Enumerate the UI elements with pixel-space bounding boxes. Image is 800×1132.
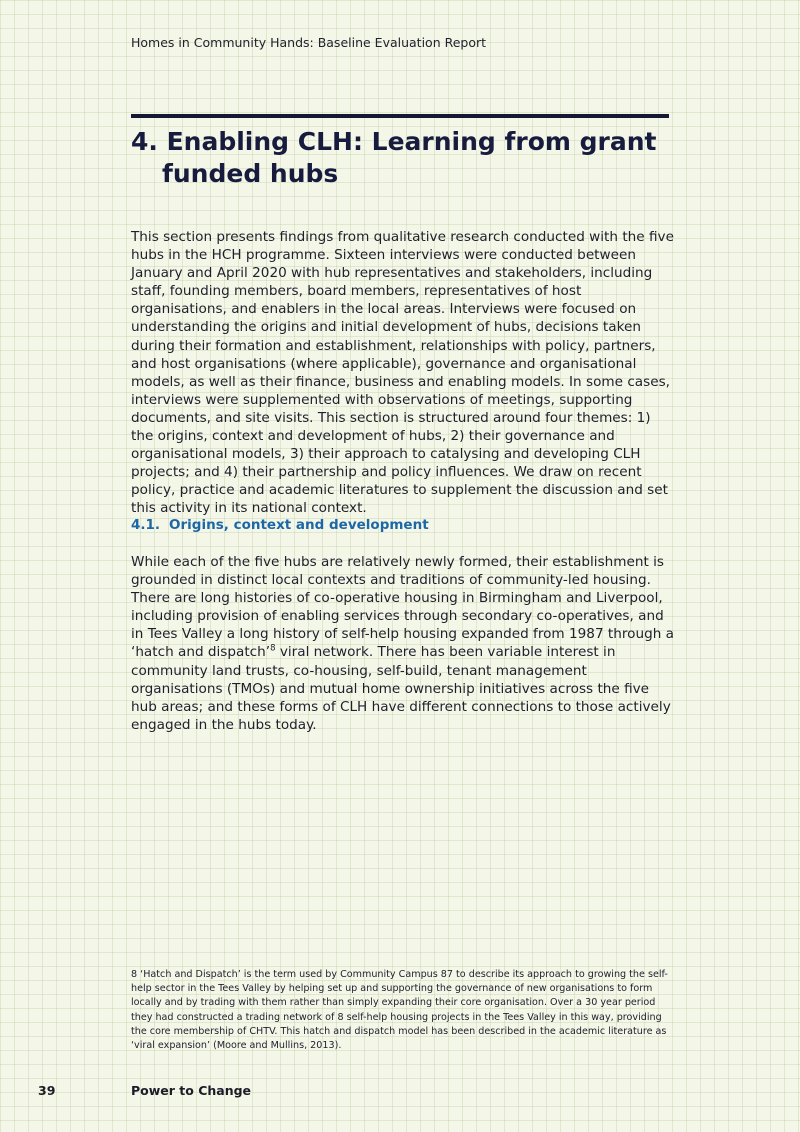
subsection-number: 4.1. bbox=[131, 517, 161, 533]
publisher-name: Power to Change bbox=[131, 1083, 252, 1098]
page-number: 39 bbox=[38, 1083, 56, 1098]
title-rule bbox=[131, 114, 669, 118]
intro-paragraph: This section presents findings from qualitative research conducted with the five hubs in the HCH programme. Sixteen interviews were conducted between January and April 2020 with hub representatives and stakeholders, including staff, founding members, board members, representatives of host organisations, and enablers in the local areas. Interviews were focused on understanding the origins and initial development of hubs, decisions taken during their formation and establishment, relationships with policy, partners, and host organisations (where applicable), governance and organisational models, as well as their finance, business and enabling models. In some cases, interviews were supplemented with observations of meetings, supporting documents, and site visits. This section is structured around four themes: 1) the origins, context and development of hubs, 2) their governance and organisational models, 3) their approach to catalysing and developing CLH projects; and 4) their partnership and policy influences. We draw on recent policy, practice and academic literatures to supplement the discussion and set this activity in its national context. bbox=[131, 229, 674, 517]
running-header: Homes in Community Hands: Baseline Evaluation Report bbox=[131, 35, 487, 50]
origins-text-part2: viral network. There has been variable interest in community land trusts, co-housing, self-build, tenant management organisations (TMOs) and mutual home ownership initiatives across the five hub areas; and these forms of CLH have different connections to those actively engaged in the hubs today. bbox=[131, 644, 671, 733]
footnote-reference[interactable]: 8 bbox=[270, 643, 276, 654]
origins-paragraph bbox=[131, 553, 676, 734]
footnote-8: 8 ‘Hatch and Dispatch’ is the term used by Community Campus 87 to describe its approach to growing the self-help sector in the Tees Valley by helping set up and supporting the governance of new organisations to form locally and by trading with them rather than simply expanding their core organisation. Over a 30 year period they had constructed a trading network of 8 self-help housing projects in the Tees Valley in this way, providing the core membership of CHTV. This hatch and dispatch model has been described in the academic literature as ‘viral expansion’ (Moore and Mullins, 2013). bbox=[131, 969, 668, 1052]
subsection-heading bbox=[131, 517, 429, 533]
section-title: 4. Enabling CLH: Learning from grant funded hubs bbox=[131, 127, 657, 188]
subsection-title: Origins, context and development bbox=[169, 517, 429, 533]
origins-text-part1: While each of the five hubs are relatively newly formed, their establishment is grounded in distinct local contexts and traditions of community-led housing. There are long histories of co-operative housing in Birmingham and Liverpool, including provision of enabling services through secondary co-operatives, and in Tees Valley a long history of self-help housing expanded from 1987 through a ‘hatch and dispatch’ bbox=[131, 554, 674, 661]
